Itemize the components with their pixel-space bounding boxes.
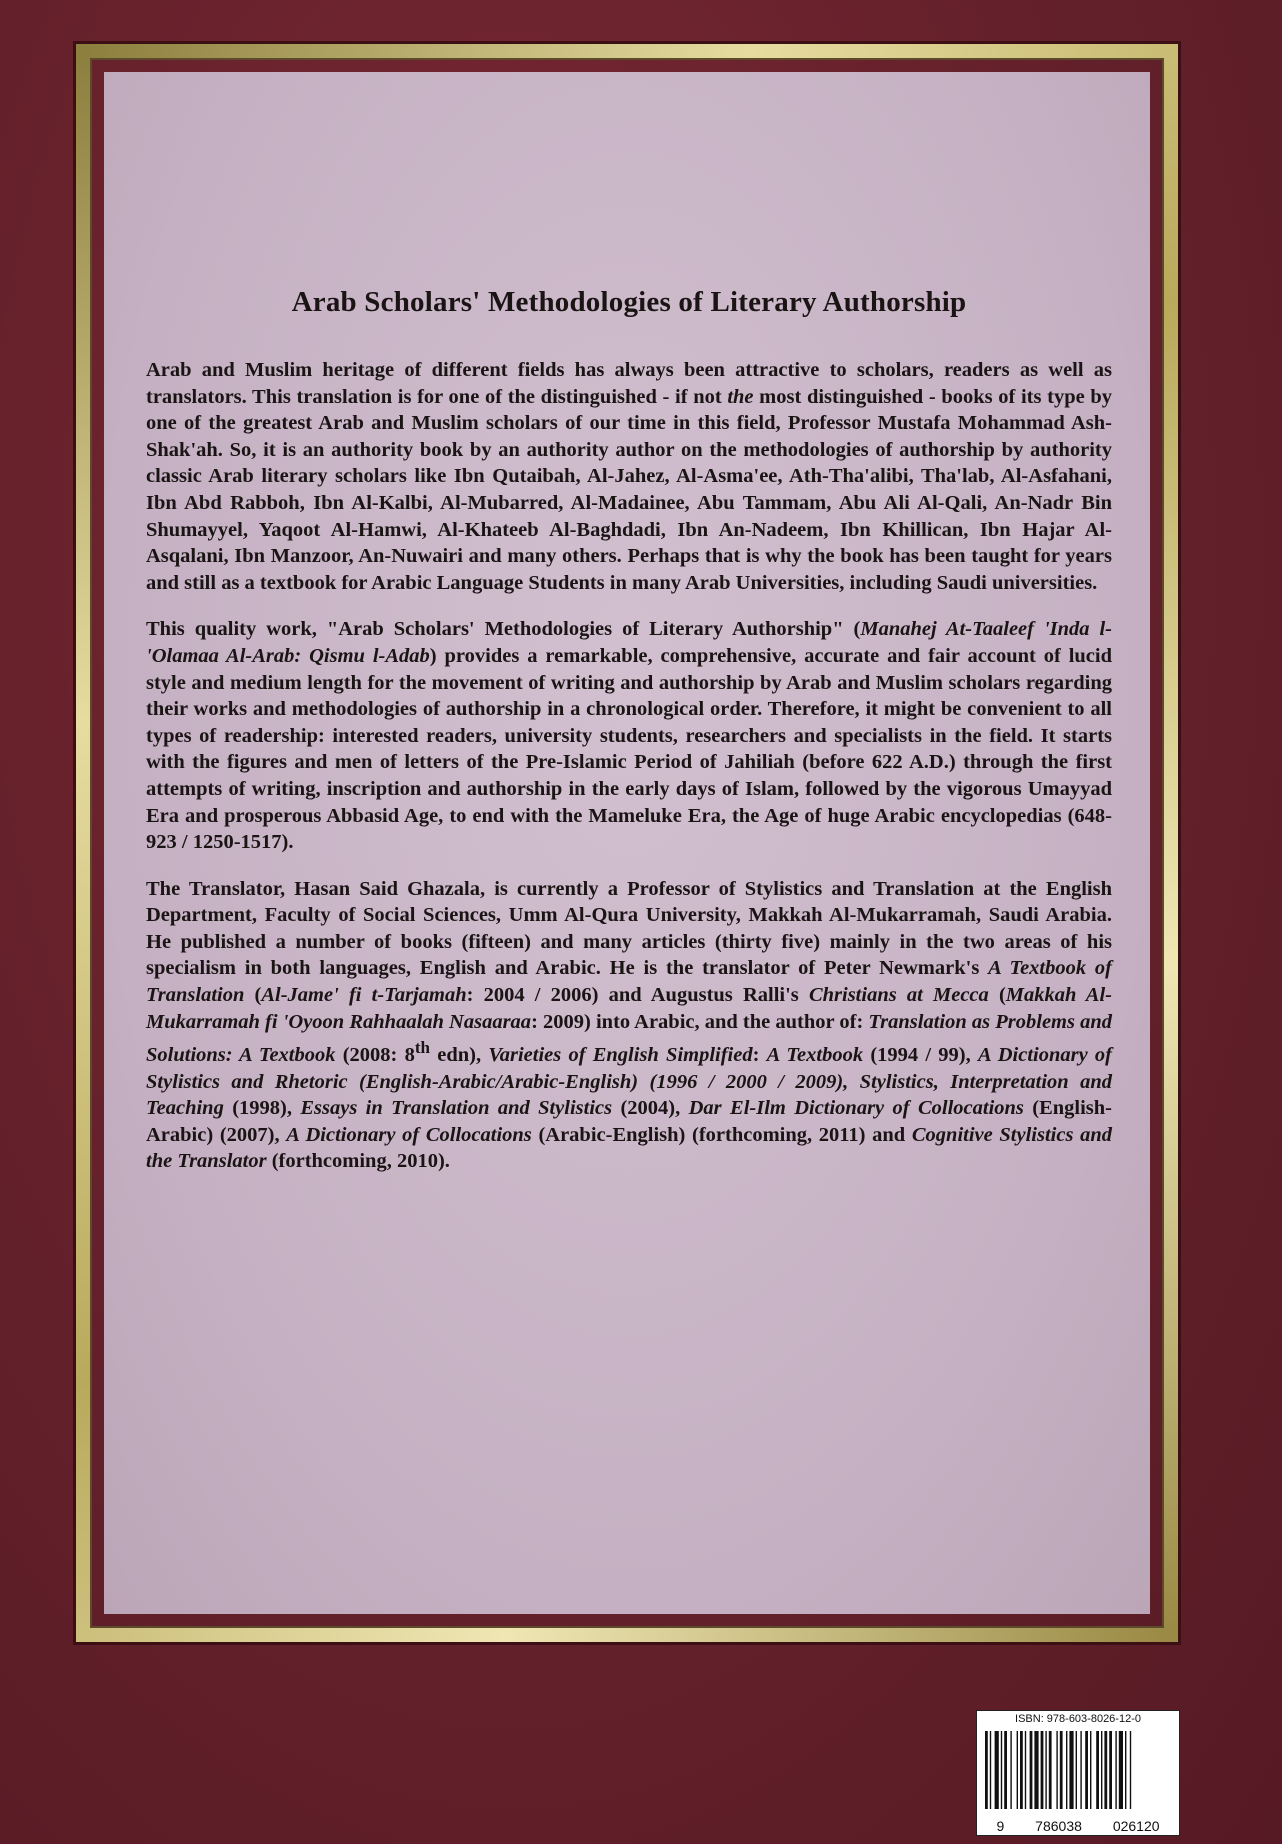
italic-run: Christians at Mecca — [808, 984, 989, 1007]
paragraph-quality-work — [146, 616, 1112, 855]
barcode-bar — [1109, 1731, 1112, 1809]
isbn-digit-group: 9 — [996, 1818, 1005, 1834]
barcode-bar — [1066, 1731, 1067, 1809]
barcode-bar — [995, 1731, 999, 1809]
text-run: : 2009) into Arabic, and the author of: — [531, 1010, 869, 1033]
barcode-bar — [1076, 1731, 1077, 1809]
text-run: th — [414, 1038, 431, 1058]
text-run: (1994 / 99), — [863, 1044, 978, 1067]
italic-run: A Textbook — [766, 1044, 864, 1067]
text-run: The Translator, Hasan Said Ghazala, is currently a Professor of Stylistics and Translation at the English Department, Faculty of Social Sciences, Umm Al-Qura University, Makkah Al-Mukarramah, Saudi Arabia. He published a number of books (fifteen) and many articles (thirty five) mainly in the two areas of his specialism in both languages, English and Arabic. He is the translator of Peter Newmark's — [146, 877, 1112, 980]
barcode-bar — [1056, 1731, 1057, 1809]
barcode-bar — [1017, 1731, 1018, 1809]
italic-run: Dar El-Ilm Dictionary of Collocations — [688, 1097, 1024, 1120]
barcode-bar — [1049, 1731, 1052, 1809]
italic-run: A Dictionary of Stylistics and Rhetoric (English-Arabic/Arabic-English) (1996 / 2000 / 2009), Stylistics, Interpretation and Teaching — [146, 1044, 1112, 1120]
barcode-icon — [977, 1727, 1179, 1815]
text-run: (Arabic-English) (forthcoming, 2011) and — [531, 1123, 912, 1146]
barcode-bar — [1104, 1731, 1107, 1809]
barcode-bar — [1090, 1731, 1091, 1809]
text-run: most distinguished - books of its type by one of the greatest Arab and Muslim scholars of our time in this field, Professor Mustafa Mohammad Ash-Shak'ah. So, it is an authority book by an authority author on the methodologies of authorship by authority classic Arab literary scholars like Ibn Qutaibah, Al-Jahez, Al-Asma'ee, Ath-Tha'alibi, Tha'lab, Al-Asfahani, Ibn Abd Rabboh, Ibn Al-Kalbi, Al-Mubarred, Al-Madainee, Abu Tammam, Abu Ali Al-Qali, An-Nadr Bin Shumayyel, Yaqoot Al-Hamwi, Al-Khateeb Al-Baghdadi, Ibn An-Nadeem, Ibn Khillican, Ibn Hajar Al-Asqalani, Ibn Manzoor, An-Nuwairi and many others. Perhaps that is why the book has been taught for years and still as a textbook for Arabic Language Students in many Arab Universities, including Saudi universities. — [146, 385, 1113, 594]
barcode-bar — [1041, 1731, 1044, 1809]
text-run: (English-Arabic) (2007), — [146, 1097, 1112, 1146]
back-cover-text — [146, 286, 1112, 1195]
italic-run: the — [727, 385, 754, 408]
barcode-bar — [1020, 1731, 1023, 1809]
barcode-bar — [1069, 1731, 1073, 1809]
barcode-bar — [1010, 1731, 1011, 1809]
text-run: : — [752, 1044, 767, 1067]
isbn-label: ISBN: 978-603-8026-12-0 — [1015, 1713, 1141, 1725]
italic-run: A Dictionary of Collocations — [286, 1123, 532, 1146]
text-run: ( — [244, 984, 262, 1007]
text-run: (2004), — [612, 1097, 689, 1120]
text-run: (forthcoming, 2010). — [266, 1150, 450, 1173]
barcode-bar — [1085, 1731, 1088, 1809]
isbn-digit-group: 026120 — [1112, 1818, 1160, 1834]
barcode-bar — [990, 1731, 991, 1809]
barcode-bar — [1030, 1731, 1033, 1809]
text-run: (1998), — [223, 1097, 301, 1120]
paragraph-heritage — [146, 357, 1112, 596]
italic-run: Translation as Problems and Solutions: A Textbook — [146, 1010, 1112, 1067]
italic-run: Manahej At-Taaleef 'Inda l-'Olamaa Al-Arab: Qismu l-Adab — [146, 618, 1113, 667]
barcode-bar — [1119, 1731, 1123, 1809]
italic-run: Makkah Al-Mukarramah fi 'Oyoon Rahhaalah Nasaaraa — [146, 984, 1113, 1033]
text-run: edn), — [430, 1044, 489, 1067]
isbn-digits — [977, 1818, 1179, 1834]
text-run: Arab and Muslim heritage of different fields has always been attractive to scholars, readers as well as translators. This translation is for one of the distinguished - if not — [146, 359, 1112, 408]
isbn-digit-group: 786038 — [1035, 1818, 1082, 1834]
barcode-bar — [1004, 1731, 1007, 1809]
barcode-bar — [1125, 1731, 1126, 1809]
barcode-bar — [1045, 1731, 1046, 1809]
barcode-bar — [985, 1731, 988, 1809]
text-run: : 2004 / 2006) and Augustus Ralli's — [466, 984, 809, 1007]
barcode-bar — [1001, 1731, 1002, 1809]
barcode-bar — [1080, 1731, 1081, 1809]
italic-run: A Textbook of Translation — [146, 957, 1112, 1007]
barcode-bar — [1096, 1731, 1099, 1809]
italic-run: Al-Jame' fi t-Tarjamah — [261, 984, 467, 1007]
barcode-bar — [1115, 1731, 1116, 1809]
italic-run: Cognitive Stylistics and the Translator — [146, 1123, 1112, 1173]
italic-run: Varieties of English Simplified — [488, 1044, 753, 1067]
barcode-bar — [1025, 1731, 1026, 1809]
barcode-bar — [1101, 1731, 1102, 1809]
text-run: ) provides a remarkable, comprehensive, accurate and fair account of lucid style and medium length for the movement of writing and authorship by Arab and Muslim scholars regarding their works and methodologies of authorship in a chronological order. Therefore, it might be convenient to all types of readership: interested readers, university students, researchers and specialists in the field. It starts with the figures and men of letters of the Pre-Islamic Period of Jahiliah (before 622 A.D.) through the first attempts of writing, inscription and authorship in the early days of Islam, followed by the vigorous Umayyad Era and prosperous Abbasid Age, to end with the Mameluke Era, the Age of huge Arabic encyclopedias (648-923 / 1250-1517). — [146, 644, 1113, 854]
barcode-bar — [1130, 1731, 1131, 1809]
text-run: ( — [988, 984, 1006, 1007]
text-run: This quality work, "Arab Scholars' Methodologies of Literary Authorship" ( — [146, 618, 861, 641]
isbn-barcode-block — [976, 1710, 1180, 1836]
italic-run: Essays in Translation and Stylistics — [300, 1097, 613, 1120]
book-title: Arab Scholars' Methodologies of Literary Authorship — [291, 286, 967, 318]
paragraph-translator-bio — [146, 876, 1112, 1175]
barcode-bar — [1034, 1731, 1038, 1809]
text-run: (2008: 8 — [335, 1044, 415, 1067]
barcode-bar — [1060, 1731, 1063, 1809]
